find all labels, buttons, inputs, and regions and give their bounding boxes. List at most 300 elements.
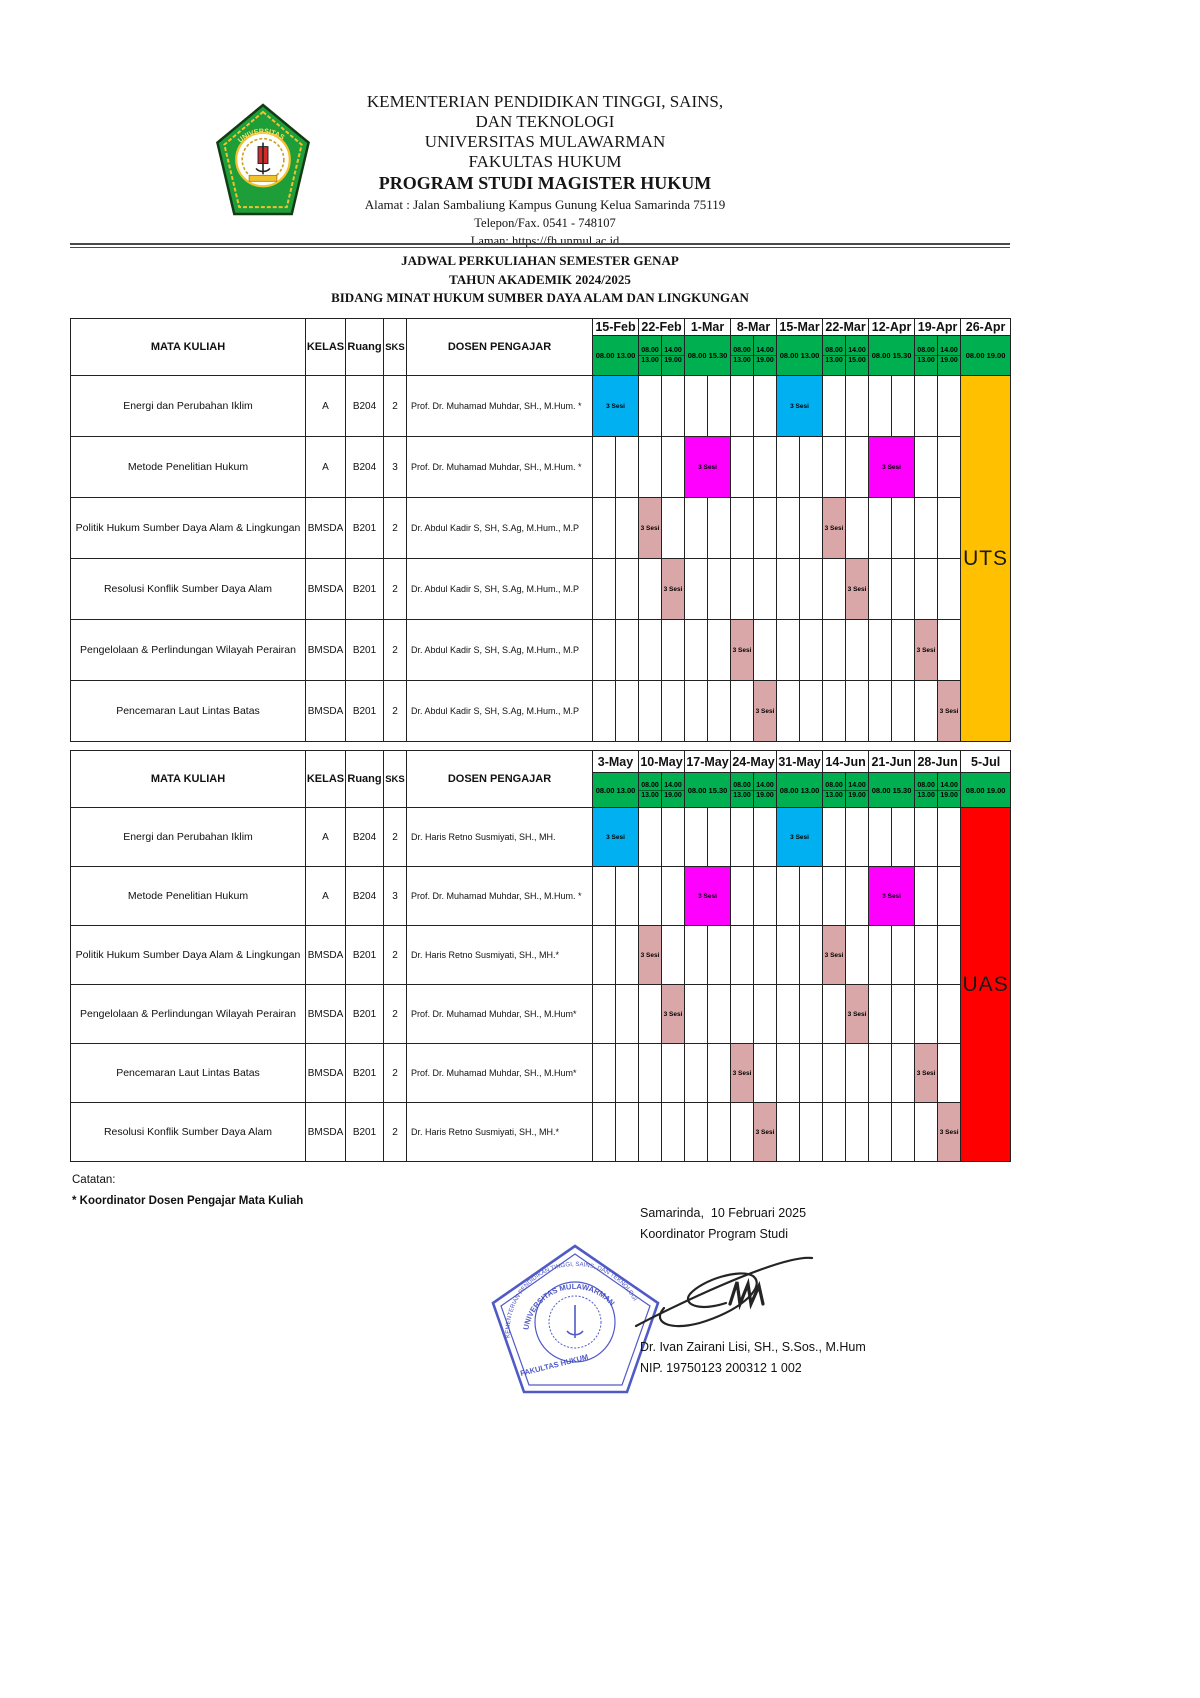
time-slot-17-May: 08.00 15.30 [685,773,731,808]
empty-slot-cell [662,620,685,681]
empty-slot-cell [616,681,639,742]
time-slot-28-Jun-2: 14.00 19.00 [938,773,961,808]
date-header-14-Jun: 14-Jun [823,751,869,773]
column-header-ruang: Ruang [346,319,384,376]
empty-slot-cell [823,437,846,498]
empty-slot-cell [869,926,892,985]
empty-slot-cell [915,926,938,985]
sks-cell: 2 [384,620,407,681]
empty-slot-cell [846,808,869,867]
ruang-cell: B204 [346,376,384,437]
time-slot-12-Apr: 08.00 15.30 [869,336,915,376]
ruang-cell: B201 [346,985,384,1044]
empty-slot-cell [938,559,961,620]
sks-cell: 2 [384,985,407,1044]
ministry-name-line1: KEMENTERIAN PENDIDIKAN TINGGI, SAINS, [366,92,724,111]
empty-slot-cell [708,1103,731,1162]
kelas-cell: BMSDA [306,1103,346,1162]
empty-slot-cell [800,559,823,620]
empty-slot-cell [616,559,639,620]
empty-slot-cell [662,926,685,985]
empty-slot-cell [731,376,754,437]
empty-slot-cell [823,559,846,620]
course-row [71,376,1011,437]
date-header-22-Feb: 22-Feb [639,319,685,336]
session-cell: 3 Sesi [846,985,869,1044]
course-row [71,437,1011,498]
empty-slot-cell [938,376,961,437]
program-name: PROGRAM STUDI MAGISTER HUKUM [378,173,712,193]
time-slot-19-Apr-1: 08.00 13.00 [915,336,938,376]
empty-slot-cell [777,559,800,620]
empty-slot-cell [915,559,938,620]
empty-slot-cell [915,867,938,926]
course-row [71,1103,1011,1162]
session-cell: 3 Sesi [731,620,754,681]
time-slot-22-Feb-1: 08.00 13.00 [639,336,662,376]
faculty-name: FAKULTAS HUKUM [468,152,622,171]
empty-slot-cell [869,985,892,1044]
empty-slot-cell [823,1044,846,1103]
empty-slot-cell [823,620,846,681]
dosen-cell: Dr. Haris Retno Susmiyati, SH., MH.* [407,1103,593,1162]
empty-slot-cell [846,376,869,437]
empty-slot-cell [685,620,708,681]
empty-slot-cell [892,1044,915,1103]
empty-slot-cell [593,1103,616,1162]
session-cell: 3 Sesi [938,1103,961,1162]
session-cell: 3 Sesi [662,559,685,620]
date-header-5-Jul: 5-Jul [961,751,1011,773]
empty-slot-cell [892,808,915,867]
session-cell: 3 Sesi [823,498,846,559]
empty-slot-cell [938,867,961,926]
letterhead-divider [70,243,1010,248]
column-header-dosen: DOSEN PENGAJAR [407,319,593,376]
empty-slot-cell [685,559,708,620]
sks-cell: 2 [384,498,407,559]
empty-slot-cell [616,867,639,926]
course-row [71,498,1011,559]
empty-slot-cell [915,1103,938,1162]
empty-slot-cell [685,808,708,867]
session-cell: 3 Sesi [662,985,685,1044]
course-row [71,926,1011,985]
column-header-kelas: KELAS [306,319,346,376]
course-row [71,559,1011,620]
sks-cell: 2 [384,559,407,620]
empty-slot-cell [593,1044,616,1103]
schedule-body [71,808,1011,1162]
empty-slot-cell [731,985,754,1044]
empty-slot-cell [938,620,961,681]
kelas-cell: BMSDA [306,620,346,681]
course-name-cell: Resolusi Konflik Sumber Daya Alam [71,1103,306,1162]
empty-slot-cell [777,620,800,681]
ruang-cell: B201 [346,681,384,742]
stamp-outer-text: KEMENTERIAN PENDIDIKAN TINGGI, SAINS, DAN TEKNOLOGI [504,1260,639,1339]
empty-slot-cell [915,985,938,1044]
empty-slot-cell [754,498,777,559]
dosen-cell: Dr. Abdul Kadir S, SH, S.Ag, M.Hum., M.P [407,681,593,742]
session-cell: 3 Sesi [869,867,915,926]
empty-slot-cell [892,559,915,620]
schedule-header [71,751,1011,808]
session-cell: 3 Sesi [777,808,823,867]
course-name-cell: Politik Hukum Sumber Daya Alam & Lingkungan [71,498,306,559]
time-slot-28-Jun-1: 08.00 13.00 [915,773,938,808]
date-header-19-Apr: 19-Apr [915,319,961,336]
midterm-schedule-table [70,318,1011,742]
course-name-cell: Pencemaran Laut Lintas Batas [71,681,306,742]
empty-slot-cell [892,985,915,1044]
sks-cell: 3 [384,437,407,498]
time-slot-3-May: 08.00 13.00 [593,773,639,808]
address-line: Alamat : Jalan Sambaliung Kampus Gunung Kelua Samarinda 75119 [364,197,726,212]
sks-cell: 3 [384,867,407,926]
course-name-cell: Resolusi Konflik Sumber Daya Alam [71,559,306,620]
schedule-header [71,319,1011,376]
empty-slot-cell [754,808,777,867]
course-name-cell: Pengelolaan & Perlindungan Wilayah Perairan [71,620,306,681]
empty-slot-cell [777,926,800,985]
empty-slot-cell [800,620,823,681]
empty-slot-cell [777,681,800,742]
place-and-date: Samarinda, 10 Februari 2025 [640,1206,807,1220]
empty-slot-cell [915,681,938,742]
time-slot-5-Jul: 08.00 19.00 [961,773,1011,808]
empty-slot-cell [731,867,754,926]
empty-slot-cell [731,926,754,985]
empty-slot-cell [800,437,823,498]
empty-slot-cell [869,376,892,437]
empty-slot-cell [892,1103,915,1162]
session-cell: 3 Sesi [938,681,961,742]
session-cell: 3 Sesi [846,559,869,620]
empty-slot-cell [754,867,777,926]
column-header-dosen: DOSEN PENGAJAR [407,751,593,808]
empty-slot-cell [593,498,616,559]
session-cell: 3 Sesi [731,1044,754,1103]
session-cell: 3 Sesi [777,376,823,437]
date-header-31-May: 31-May [777,751,823,773]
kelas-cell: BMSDA [306,1044,346,1103]
empty-slot-cell [685,498,708,559]
course-row [71,620,1011,681]
empty-slot-cell [639,985,662,1044]
empty-slot-cell [938,1044,961,1103]
empty-slot-cell [892,620,915,681]
course-name-cell: Energi dan Perubahan Iklim [71,376,306,437]
website-line: Laman: https://fh.unmul.ac.id [470,234,620,248]
dosen-cell: Dr. Abdul Kadir S, SH, S.Ag, M.Hum., M.P [407,559,593,620]
ruang-cell: B201 [346,559,384,620]
empty-slot-cell [593,559,616,620]
ruang-cell: B201 [346,926,384,985]
course-name-cell: Metode Penelitian Hukum [71,867,306,926]
empty-slot-cell [593,926,616,985]
ruang-cell: B204 [346,867,384,926]
empty-slot-cell [869,559,892,620]
course-row [71,681,1011,742]
time-slot-24-May-1: 08.00 13.00 [731,773,754,808]
empty-slot-cell [777,1103,800,1162]
dosen-cell: Dr. Abdul Kadir S, SH, S.Ag, M.Hum., M.P [407,620,593,681]
empty-slot-cell [869,498,892,559]
empty-slot-cell [662,498,685,559]
session-cell: 3 Sesi [685,867,731,926]
empty-slot-cell [846,1103,869,1162]
empty-slot-cell [639,1103,662,1162]
signature-long-stroke [636,1258,812,1326]
empty-slot-cell [915,808,938,867]
kelas-cell: A [306,867,346,926]
empty-slot-cell [639,620,662,681]
schedule-title: JADWAL PERKULIAHAN SEMESTER GENAP [401,253,679,268]
empty-slot-cell [800,867,823,926]
empty-slot-cell [639,681,662,742]
sks-cell: 2 [384,681,407,742]
empty-slot-cell [938,437,961,498]
empty-slot-cell [662,1044,685,1103]
empty-slot-cell [869,1044,892,1103]
signer-name: Dr. Ivan Zairani Lisi, SH., S.Sos., M.Hum [640,1340,866,1354]
empty-slot-cell [754,559,777,620]
empty-slot-cell [915,437,938,498]
ruang-cell: B204 [346,437,384,498]
empty-slot-cell [892,681,915,742]
empty-slot-cell [662,1103,685,1162]
kelas-cell: BMSDA [306,985,346,1044]
empty-slot-cell [938,808,961,867]
empty-slot-cell [708,808,731,867]
empty-slot-cell [777,498,800,559]
time-slot-10-May-2: 14.00 19.00 [662,773,685,808]
empty-slot-cell [892,376,915,437]
date-header-10-May: 10-May [639,751,685,773]
empty-slot-cell [616,620,639,681]
empty-slot-cell [800,985,823,1044]
empty-slot-cell [823,867,846,926]
ruang-cell: B201 [346,1103,384,1162]
date-header-24-May: 24-May [731,751,777,773]
empty-slot-cell [685,1103,708,1162]
empty-slot-cell [846,498,869,559]
empty-slot-cell [823,681,846,742]
empty-slot-cell [708,559,731,620]
ministry-name-line2: DAN TEKNOLOGI [475,112,615,131]
course-row [71,867,1011,926]
time-slot-24-May-2: 14.00 19.00 [754,773,777,808]
column-header-mata-kuliah: MATA KULIAH [71,319,306,376]
empty-slot-cell [915,376,938,437]
logo-arc-text: UNIVERSITAS [236,128,286,145]
empty-slot-cell [869,620,892,681]
dosen-cell: Dr. Haris Retno Susmiyati, SH., MH.* [407,926,593,985]
empty-slot-cell [685,1044,708,1103]
coordinator-note: * Koordinator Dosen Pengajar Mata Kuliah [72,1195,304,1207]
session-cell: 3 Sesi [754,1103,777,1162]
column-header-ruang: Ruang [346,751,384,808]
empty-slot-cell [708,985,731,1044]
time-slot-31-May: 08.00 13.00 [777,773,823,808]
date-header-1-Mar: 1-Mar [685,319,731,336]
empty-slot-cell [616,926,639,985]
empty-slot-cell [685,985,708,1044]
stamp-bottom-text: FAKULTAS HUKUM [519,1352,590,1378]
kelas-cell: A [306,376,346,437]
session-cell: 3 Sesi [593,808,639,867]
empty-slot-cell [800,681,823,742]
empty-slot-cell [639,559,662,620]
dosen-cell: Prof. Dr. Muhamad Muhdar, SH., M.Hum* [407,1044,593,1103]
empty-slot-cell [938,985,961,1044]
empty-slot-cell [754,985,777,1044]
document-title-block [70,252,1010,308]
empty-slot-cell [616,985,639,1044]
ruang-cell: B201 [346,1044,384,1103]
date-header-28-Jun: 28-Jun [915,751,961,773]
empty-slot-cell [754,1044,777,1103]
empty-slot-cell [938,926,961,985]
dosen-cell: Prof. Dr. Muhamad Muhdar, SH., M.Hum. * [407,376,593,437]
time-slot-14-Jun-1: 08.00 13.00 [823,773,846,808]
empty-slot-cell [616,498,639,559]
kelas-cell: A [306,808,346,867]
academic-year-title: TAHUN AKADEMIK 2024/2025 [449,271,631,287]
session-cell: 3 Sesi [593,376,639,437]
notes-label: Catatan: [72,1174,116,1186]
time-slot-14-Jun-2: 14.00 19.00 [846,773,869,808]
signature-scribble [632,1246,818,1342]
empty-slot-cell [639,1044,662,1103]
time-slot-22-Feb-2: 14.00 19.00 [662,336,685,376]
empty-slot-cell [823,808,846,867]
ruang-cell: B204 [346,808,384,867]
empty-slot-cell [708,620,731,681]
empty-slot-cell [777,1044,800,1103]
session-cell: 3 Sesi [869,437,915,498]
empty-slot-cell [685,681,708,742]
time-slot-8-Mar-1: 08.00 13.00 [731,336,754,376]
exam-uts-cell: UTS [961,376,1011,742]
session-cell: 3 Sesi [754,681,777,742]
kelas-cell: BMSDA [306,681,346,742]
stamp-emblem [567,1305,583,1338]
empty-slot-cell [846,867,869,926]
column-header-sks: SKS [384,319,407,376]
course-row [71,808,1011,867]
dosen-cell: Prof. Dr. Muhamad Muhdar, SH., M.Hum. * [407,437,593,498]
signer-nip: NIP. 19750123 200312 1 002 [640,1361,802,1375]
phone-line: Telepon/Fax. 0541 - 748107 [474,216,616,230]
column-header-kelas: KELAS [306,751,346,808]
empty-slot-cell [777,985,800,1044]
empty-slot-cell [800,926,823,985]
column-header-sks: SKS [384,751,407,808]
ruang-cell: B201 [346,498,384,559]
dosen-cell: Prof. Dr. Muhamad Muhdar, SH., M.Hum* [407,985,593,1044]
session-cell: 3 Sesi [915,1044,938,1103]
empty-slot-cell [846,681,869,742]
empty-slot-cell [708,498,731,559]
ruang-cell: B201 [346,620,384,681]
course-row [71,1044,1011,1103]
course-name-cell: Pencemaran Laut Lintas Batas [71,1044,306,1103]
empty-slot-cell [708,926,731,985]
date-header-15-Mar: 15-Mar [777,319,823,336]
empty-slot-cell [892,498,915,559]
kelas-cell: BMSDA [306,559,346,620]
date-header-row [71,319,1011,336]
signer-title: Koordinator Program Studi [640,1227,788,1241]
exam-uas-cell: UAS [961,808,1011,1162]
empty-slot-cell [708,1044,731,1103]
sks-cell: 2 [384,808,407,867]
course-name-cell: Energi dan Perubahan Iklim [71,808,306,867]
kelas-cell: A [306,437,346,498]
column-header-mata-kuliah: MATA KULIAH [71,751,306,808]
empty-slot-cell [823,985,846,1044]
empty-slot-cell [616,1044,639,1103]
letterhead [70,92,1020,250]
empty-slot-cell [662,681,685,742]
time-slot-15-Mar: 08.00 13.00 [777,336,823,376]
empty-slot-cell [777,867,800,926]
date-header-26-Apr: 26-Apr [961,319,1011,336]
dosen-cell: Dr. Haris Retno Susmiyati, SH., MH. [407,808,593,867]
time-slot-26-Apr: 08.00 19.00 [961,336,1011,376]
empty-slot-cell [754,437,777,498]
empty-slot-cell [662,808,685,867]
kelas-cell: BMSDA [306,498,346,559]
session-cell: 3 Sesi [639,498,662,559]
empty-slot-cell [892,926,915,985]
university-name: UNIVERSITAS MULAWARMAN [424,132,666,151]
empty-slot-cell [685,926,708,985]
kelas-cell: BMSDA [306,926,346,985]
empty-slot-cell [754,620,777,681]
empty-slot-cell [662,437,685,498]
time-slot-22-Mar-2: 14.00 15.00 [846,336,869,376]
empty-slot-cell [823,1103,846,1162]
empty-slot-cell [593,620,616,681]
specialization-title: BIDANG MINAT HUKUM SUMBER DAYA ALAM DAN LINGKUNGAN [331,290,749,305]
empty-slot-cell [662,867,685,926]
time-slot-8-Mar-2: 14.00 19.00 [754,336,777,376]
course-name-cell: Metode Penelitian Hukum [71,437,306,498]
empty-slot-cell [731,498,754,559]
empty-slot-cell [869,681,892,742]
dosen-cell: Dr. Abdul Kadir S, SH, S.Ag, M.Hum., M.P [407,498,593,559]
empty-slot-cell [800,1044,823,1103]
date-header-12-Apr: 12-Apr [869,319,915,336]
empty-slot-cell [731,559,754,620]
time-slot-21-Jun: 08.00 15.30 [869,773,915,808]
empty-slot-cell [800,1103,823,1162]
empty-slot-cell [869,808,892,867]
course-row [71,985,1011,1044]
empty-slot-cell [823,376,846,437]
time-slot-19-Apr-2: 14.00 19.00 [938,336,961,376]
session-cell: 3 Sesi [685,437,731,498]
course-name-cell: Pengelolaan & Perlindungan Wilayah Perairan [71,985,306,1044]
time-slot-15-Feb: 08.00 13.00 [593,336,639,376]
empty-slot-cell [754,926,777,985]
empty-slot-cell [639,867,662,926]
empty-slot-cell [846,926,869,985]
empty-slot-cell [708,681,731,742]
